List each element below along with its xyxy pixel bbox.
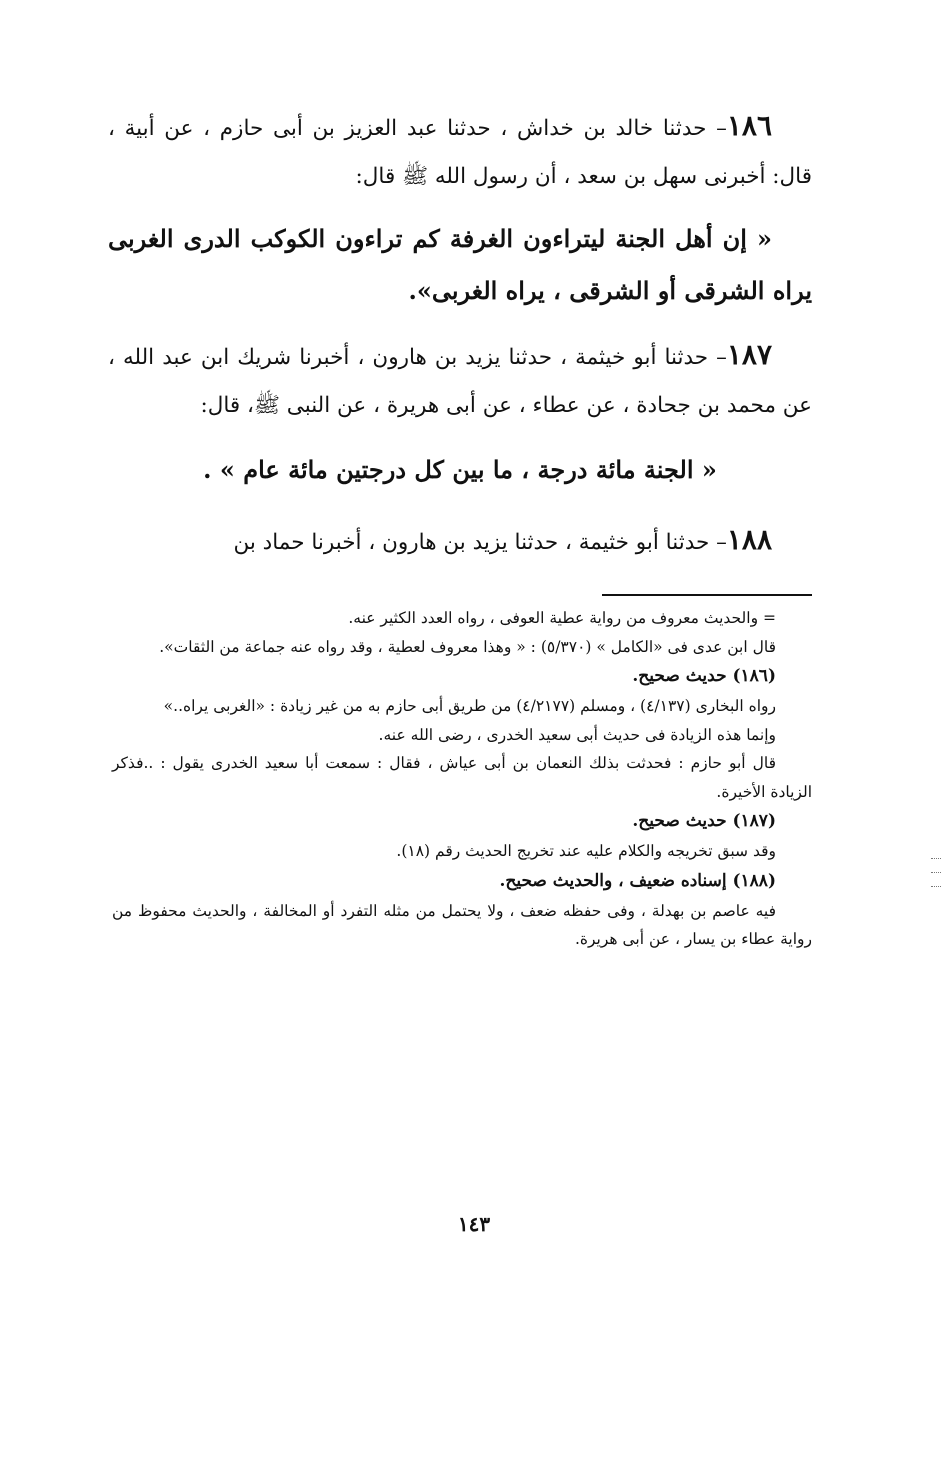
footnote-heading-188: (١٨٨) إسناده ضعيف ، والحديث صحيح. — [499, 870, 776, 891]
hadith-187 — [108, 331, 812, 430]
footnote-line: قال أبو حازم : فحدثت بذلك النعمان بن أبى عياش ، فقال : سمعت أبا سعيد الخدرى يقول : ..فذكر الزيادة الأخيرة. — [112, 754, 812, 801]
hadith-isnad: – حدثنا أبو خثيمة ، حدثنا يزيد بن هارون ، أخبرنا حماد بن — [233, 530, 727, 555]
hadith-number: ١٨٦ — [726, 109, 772, 142]
hadith-186-quote: « إن أهل الجنة ليتراءون الغرفة كم تراءون الكوكب الدرى الغربى يراه الشرقى أو الشرقى ، يراه الغربى». — [108, 224, 812, 305]
hadith-188 — [108, 516, 812, 567]
hadith-186 — [108, 102, 812, 201]
footnote-line: وقد سبق تخريجه والكلام عليه عند تخريج الحديث رقم (١٨). — [396, 842, 776, 860]
footnotes — [112, 604, 812, 954]
hadith-number: ١٨٧ — [726, 338, 772, 371]
footnote-line: قال ابن عدى فى «الكامل » (٥/٣٧٠) : « وهذا معروف لعطية ، وقد رواه عنه جماعة من الثقات». — [159, 637, 776, 656]
footnote-line: فيه عاصم بن بهدلة ، وفى حفظه ضعف ، ولا يحتمل من مثله التفرد أو المخالفة ، والحديث محفوظ من رواية عطاء بن يسار ، عن أبى هريرة. — [112, 901, 812, 948]
hadith-number: ١٨٨ — [726, 523, 772, 556]
scan-edge-mark — [931, 872, 941, 873]
footnote-line: = والحديث معروف من رواية عطية العوفى ، رواه العدد الكثير عنه. — [348, 609, 776, 627]
scan-edge-mark — [931, 858, 941, 859]
hadith-isnad: – حدثنا خالد بن خداش ، حدثنا عبد العزيز بن أبى حازم ، عن أبية ، قال: أخبرنى سهل بن سعد ، أن رسول الله ﷺ قال: — [108, 116, 812, 189]
footnote-divider — [602, 594, 812, 596]
hadith-187-quote: « الجنة مائة درجة ، ما بين كل درجتين مائة عام » . — [203, 455, 717, 484]
page-number: ١٤٣ — [457, 1212, 491, 1236]
hadith-isnad: – حدثنا أبو خيثمة ، حدثنا يزيد بن هارون ، أخبرنا شريك ابن عبد الله ، عن محمد بن جحادة ، عن عطاء ، عن أبى هريرة ، عن النبى ﷺ، قال: — [108, 345, 812, 418]
footnote-heading-187: (١٨٧) حديث صحيح. — [632, 811, 776, 831]
main-text — [108, 102, 812, 579]
footnote-line: رواه البخارى (٤/١٣٧) ، ومسلم (٤/٢١٧٧) من طريق أبى حازم به من غير زيادة : «الغربى يراه..» — [163, 697, 776, 715]
scan-edge-mark — [931, 886, 941, 887]
footnote-line: وإنما هذه الزيادة فى حديث أبى سعيد الخدرى ، رضى الله عنه. — [378, 725, 776, 744]
footnote-heading-186: (١٨٦) حديث صحيح. — [632, 666, 776, 686]
